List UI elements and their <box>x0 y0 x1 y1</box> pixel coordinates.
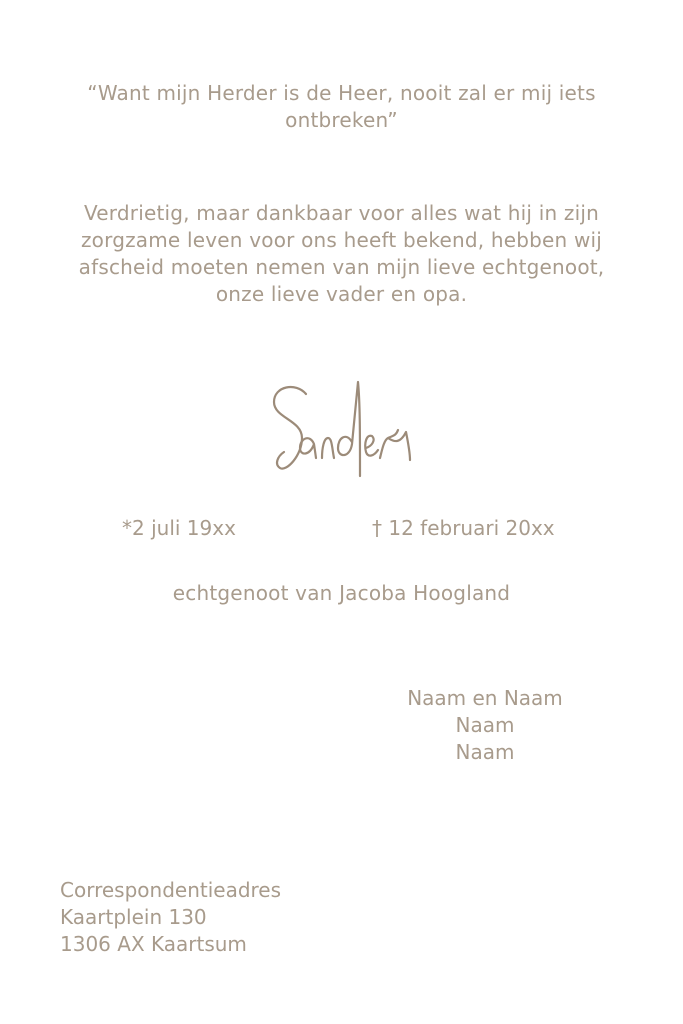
life-dates <box>0 515 683 545</box>
family-line-3: Naam <box>455 740 515 764</box>
correspondence-address <box>60 877 281 958</box>
family-line-1: Naam en Naam <box>407 686 563 710</box>
bible-quote: “Want mijn Herder is de Heer, nooit zal er mij iets ontbreken” <box>87 81 596 132</box>
family-line-2: Naam <box>455 713 515 737</box>
death-date: † 12 februari 20xx <box>372 516 555 540</box>
birth-date: *2 juli 19xx <box>122 516 236 540</box>
address-label: Correspondentieadres <box>60 878 282 902</box>
deceased-name <box>0 372 683 482</box>
handwritten-name <box>266 372 416 482</box>
address-city: 1306 AX Kaartsum <box>60 932 247 956</box>
spouse-line: echtgenoot van Jacoba Hoogland <box>172 581 511 605</box>
announcement-text: Verdrietig, maar dankbaar voor alles wat hij in zijn zorgzame leven voor ons heeft bekend, hebben wij afscheid moeten nemen van mijn lieve echtgenoot, onze lieve vader en opa. <box>78 201 605 306</box>
family-names <box>385 685 585 766</box>
address-street: Kaartplein 130 <box>60 905 207 929</box>
